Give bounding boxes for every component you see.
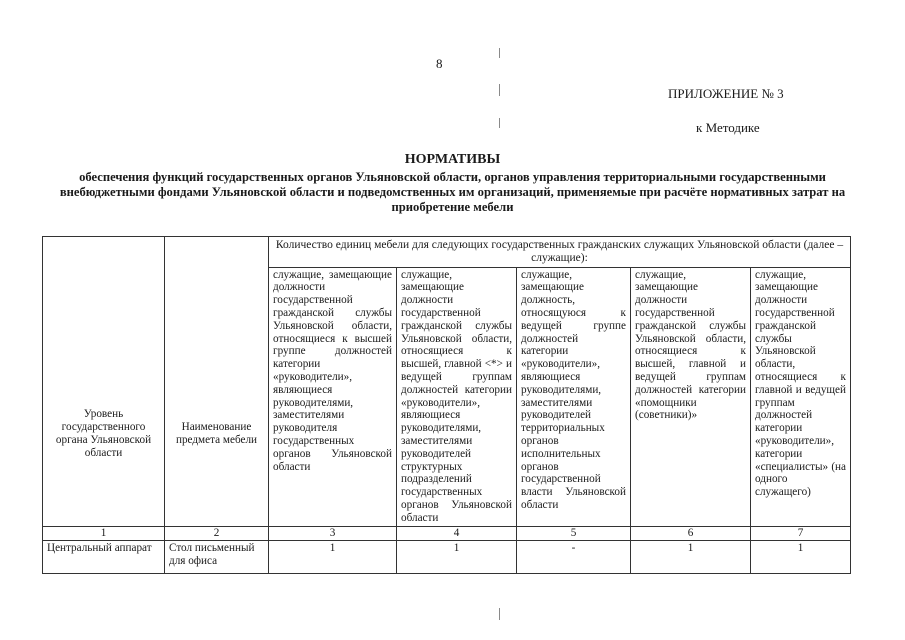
row-value: - — [517, 540, 631, 573]
row-value: 1 — [269, 540, 397, 573]
scan-artifact — [499, 48, 500, 58]
header-item-column: Наименование предмета мебели — [165, 237, 269, 527]
column-number: 4 — [397, 526, 517, 540]
table-header-row — [43, 237, 851, 268]
category-header: служащие, замещающие должность, относящуюся к ведущей группе должностей категории «руководители», являющиеся руководителями, заместителями руководителей территориальных органов исполнительных органов государственной власти Ульяновской области — [517, 267, 631, 526]
column-number: 2 — [165, 526, 269, 540]
row-item: Стол письменный для офиса — [165, 540, 269, 573]
category-header: служащие, замещающие должности государственной гражданской службы Ульяновской области, относящиеся к высшей, главной и ведущей группам должностей категории «помощники (советники)» — [631, 267, 751, 526]
row-level: Центральный аппарат — [43, 540, 165, 573]
scan-artifact — [499, 118, 500, 128]
column-number: 3 — [269, 526, 397, 540]
page-number: 8 — [436, 56, 443, 71]
row-value: 1 — [751, 540, 851, 573]
column-number-row — [43, 526, 851, 540]
scan-artifact — [499, 84, 500, 96]
appendix-label: ПРИЛОЖЕНИЕ № 3 — [668, 86, 784, 101]
row-value: 1 — [631, 540, 751, 573]
column-number: 6 — [631, 526, 751, 540]
document-subtitle: обеспечения функций государственных органов Ульяновской области, органов управления территориальными государственными внебюджетными фондами Ульяновской области и подведомственных им организаций, применяемые при расчёте нормативных затрат на приобретение мебели — [59, 170, 846, 214]
category-header: служащие, замещающие должности государственной гражданской службы Ульяновской области, относящиеся к высшей, главной <*> и ведущей группам должностей категории «руководители», являющиеся руководителями, заместителями руководителей структурных подразделений государственных органов Ульяновской области — [397, 267, 517, 526]
appendix-reference: к Методике — [696, 120, 760, 135]
table-row — [43, 540, 851, 573]
row-value: 1 — [397, 540, 517, 573]
category-header: служащие, замещающие должности государственной гражданской службы Ульяновской области, относящиеся к высшей группе должностей категории «руководители», являющиеся руководителями, заместителями руководителя государственных органов Ульяновской области — [269, 267, 397, 526]
scan-artifact — [499, 608, 500, 620]
header-quantity-group: Количество единиц мебели для следующих государственных гражданских служащих Ульяновской области (далее – служащие): — [269, 237, 851, 268]
column-number: 5 — [517, 526, 631, 540]
category-header: служащие, замещающие должности государственной гражданской службы Ульяновской области, относящиеся к главной и ведущей группам должностей категории «руководители», категории «специалисты» (на одного служащего) — [751, 267, 851, 526]
document-title: НОРМАТИВЫ — [404, 152, 501, 167]
header-level-column: Уровень государственного органа Ульяновской области — [43, 237, 165, 527]
column-number: 7 — [751, 526, 851, 540]
norms-table — [42, 236, 851, 574]
column-number: 1 — [43, 526, 165, 540]
